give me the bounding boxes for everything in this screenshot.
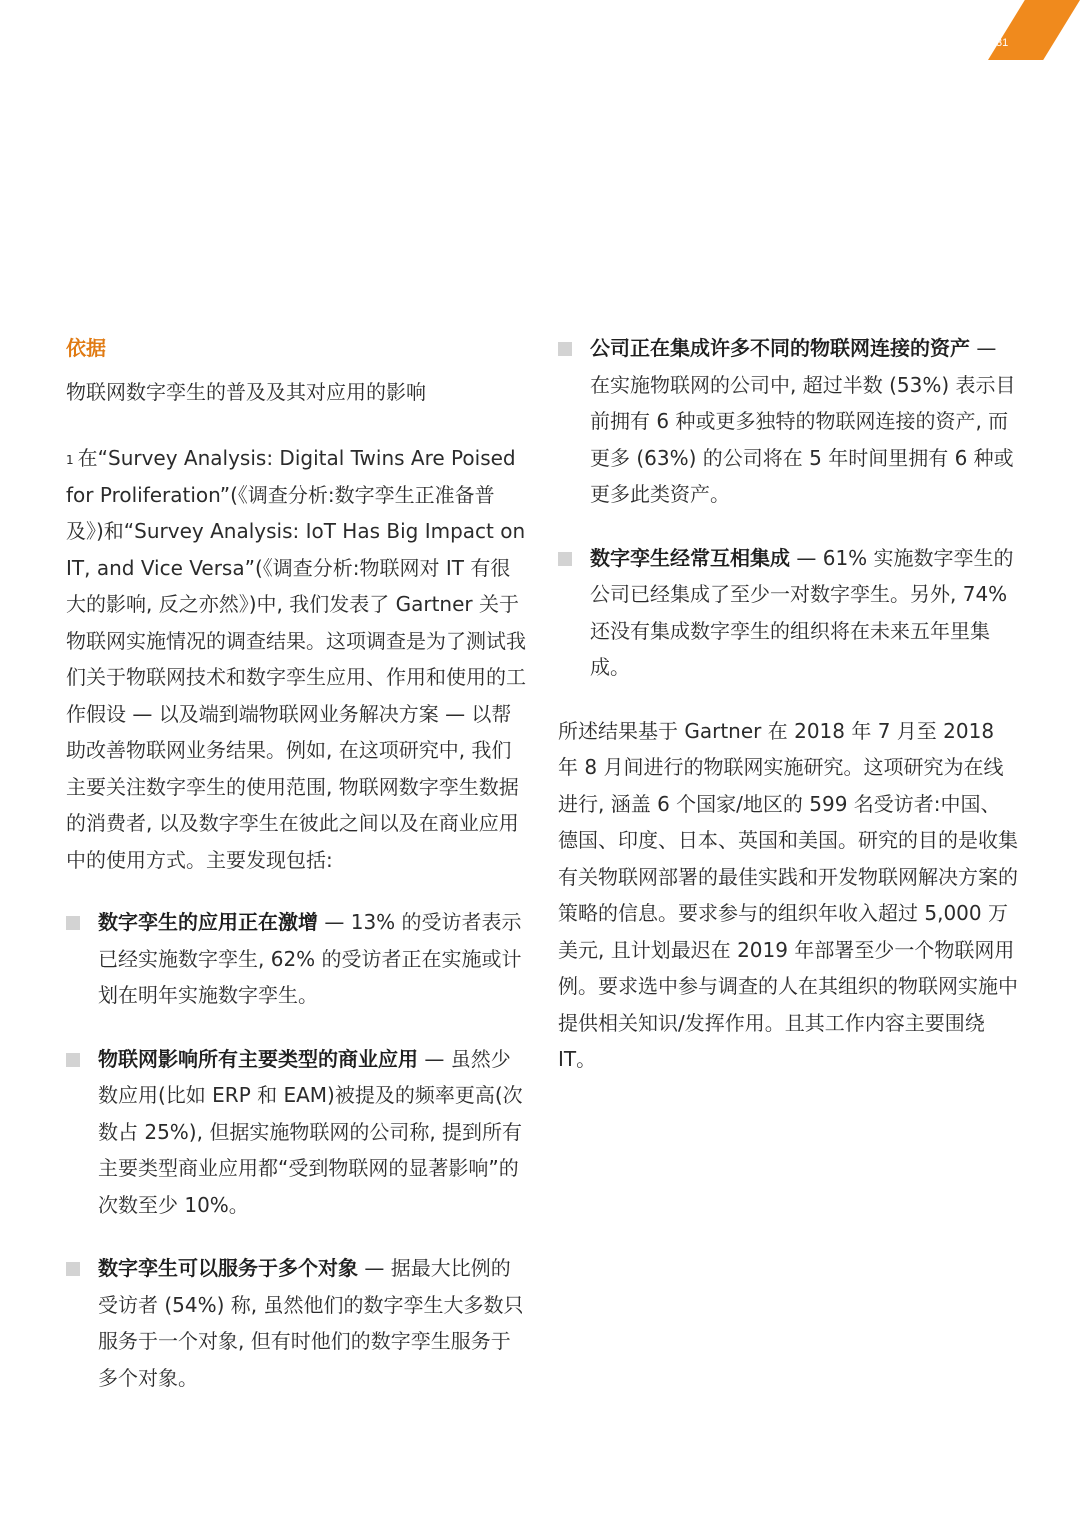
finding-text: — 13% 的受访者表示已经实施数字孪生, 62% 的受访者正在实施或计划在明年实施数字孪生。 [98, 910, 522, 1007]
finding-text: — 据最大比例的受访者 (54%) 称, 虽然他们的数字孪生大多数只服务于一个对象, 但有时他们的数字孪生服务于多个对象。 [98, 1256, 524, 1390]
finding-text: — 在实施物联网的公司中, 超过半数 (53%) 表示目前拥有 6 种或更多独特的物联网连接的资产, 而更多 (63%) 的公司将在 5 年时间里拥有 6 种或更多此类资产。 [590, 336, 1016, 506]
square-bullet-icon [558, 342, 572, 356]
finding-title: 物联网影响所有主要类型的商业应用 [98, 1046, 418, 1071]
section-subtitle: 物联网数字孪生的普及及其对应用的影响 [66, 380, 426, 404]
finding-title: 数字孪生经常互相集成 [590, 545, 790, 570]
closing-paragraph: 所述结果基于 Gartner 在 2018 年 7 月至 2018 年 8 月间进行的物联网实施研究。这项研究为在线进行, 涵盖 6 个国家/地区的 599 名受访者:中国、德国、印度、日本、英国和美国。研究的目的是收集有关物联网部署的最佳实践和开发物联网解决方案的策略的信息。要求参与的组织年收入超过 5,000 万美元, 且计划最迟在 2019 年部署至少一个物联网用例。要求选中参与调查的人在其组织的物联网实施中提供相关知识/发挥作用。且其工作内容主要围绕 IT。 [558, 718, 1018, 1071]
square-bullet-icon [558, 552, 572, 566]
finding-item [66, 904, 526, 1014]
page-corner-tab [988, 0, 1080, 60]
finding-item [558, 330, 1018, 513]
page-number: 31 [996, 37, 1009, 49]
findings-list-right [558, 330, 1018, 686]
finding-text: — 虽然少数应用(比如 ERP 和 EAM)被提及的频率更高(次数占 25%), 但据实施物联网的公司称, 提到所有主要类型商业应用都“受到物联网的显著影响”的次数至少 10%。 [98, 1046, 523, 1217]
finding-item [558, 540, 1018, 686]
intro-paragraph [66, 440, 526, 878]
finding-item [66, 1041, 526, 1224]
square-bullet-icon [66, 916, 80, 930]
square-bullet-icon [66, 1053, 80, 1067]
finding-title: 数字孪生的应用正在激增 [98, 910, 318, 934]
finding-title: 数字孪生可以服务于多个对象 [98, 1256, 358, 1280]
left-column [66, 330, 526, 1423]
right-column [558, 330, 1018, 1078]
intro-text: 在“Survey Analysis: Digital Twins Are Poised for Proliferation”(《调查分析:数字孪生正准备普及》)和“Survey Analysis: IoT Has Big Impact on IT, and Vice Versa”(《调查分析:物联网对 IT 有很大的影响, 反之亦然》)中, 我们发表了 Gartner 关于物联网实施情况的调查结果。这项调查是为了测试我们关于物联网技术和数字孪生应用、作用和使用的工作假设 — 以及端到端物联网业务解决方案 — 以帮助改善物联网业务结果。例如, 在这项研究中, 我们主要关注数字孪生的使用范围, 物联网数字孪生数据的消费者, 以及数字孪生在彼此之间以及在商业应用中的使用方式。主要发现包括: [66, 446, 526, 872]
section-heading: 依据 [66, 336, 106, 360]
findings-list-left [66, 904, 526, 1396]
footnote-marker: 1 [66, 453, 74, 467]
finding-title: 公司正在集成许多不同的物联网连接的资产 [590, 336, 970, 360]
finding-item [66, 1250, 526, 1396]
square-bullet-icon [66, 1262, 80, 1276]
finding-text: — 61% 实施数字孪生的公司已经集成了至少一对数字孪生。另外, 74% 还没有集成数字孪生的组织将在未来五年里集成。 [590, 545, 1014, 679]
